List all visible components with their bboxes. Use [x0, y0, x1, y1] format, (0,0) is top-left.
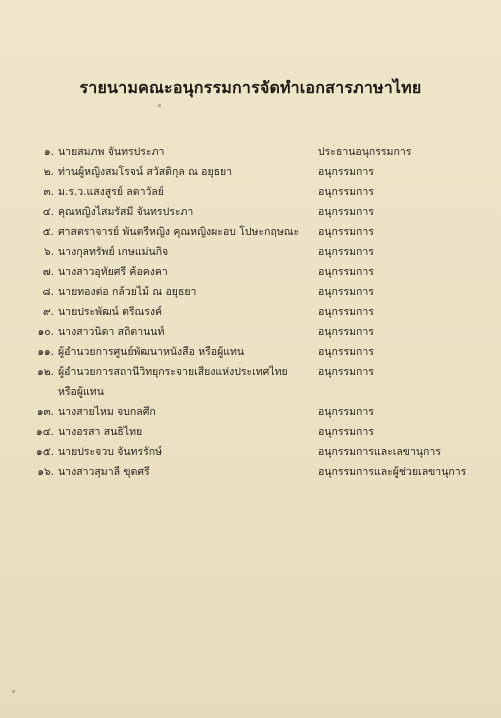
member-role: อนุกรรมการ — [318, 286, 374, 298]
member-name — [58, 282, 308, 302]
member-role: อนุกรรมการและเลขานุการ — [318, 446, 441, 458]
list-item — [32, 282, 482, 302]
member-role: อนุกรรมการและผู้ช่วยเลขานุการ — [318, 466, 467, 478]
member-name — [58, 402, 308, 422]
member-name-line: นางสาวสุมาลี ขุดศรี — [58, 466, 150, 478]
list-item — [32, 262, 482, 282]
member-name — [58, 462, 308, 482]
item-number: ๔. — [42, 206, 54, 218]
member-role: อนุกรรมการ — [318, 346, 374, 358]
item-number: ๑๐. — [37, 326, 54, 338]
member-name — [58, 362, 308, 402]
member-name-line: ม.ร.ว.แสงสูรย์ ลดาวัลย์ — [58, 186, 164, 198]
item-number: ๑๑. — [37, 346, 54, 358]
member-name — [58, 162, 308, 182]
member-role: อนุกรรมการ — [318, 266, 374, 278]
member-name-line: นางกุลทรัพย์ เกษแม่นกิจ — [58, 246, 169, 258]
member-role: อนุกรรมการ — [318, 306, 374, 318]
list-item — [32, 162, 482, 182]
item-number: ๕. — [42, 226, 54, 238]
item-number: ๙. — [42, 306, 54, 318]
member-name — [58, 142, 308, 162]
member-role: อนุกรรมการ — [318, 166, 374, 178]
item-number: ๒. — [43, 166, 54, 178]
member-name-line: ศาสตราจารย์ พันตรีหญิง คุณหญิงผะอบ โปษะกฤษณะ — [58, 226, 300, 238]
list-item — [32, 222, 482, 242]
member-role: อนุกรรมการ — [318, 206, 374, 218]
member-role: อนุกรรมการ — [318, 426, 374, 438]
item-number: ๑. — [43, 146, 54, 158]
list-item — [32, 462, 482, 482]
item-number: ๓. — [43, 186, 54, 198]
item-number: ๑๕. — [36, 446, 54, 458]
list-item — [32, 362, 482, 402]
member-name-line: ผู้อำนวยการสถานีวิทยุกระจายเสียงแห่งประเทศไทย — [58, 366, 288, 378]
member-name — [58, 422, 308, 442]
list-item — [32, 442, 482, 462]
list-item — [32, 182, 482, 202]
paper-speck — [158, 104, 161, 107]
list-item — [32, 402, 482, 422]
member-name-line: นายทองต่อ กล้วยไม้ ณ อยุธยา — [58, 286, 197, 298]
list-item — [32, 422, 482, 442]
paper-speck — [12, 690, 15, 693]
item-number: ๗. — [42, 266, 54, 278]
member-name-line: นางสาวนิดา สถิตานนท์ — [58, 326, 165, 338]
member-role: อนุกรรมการ — [318, 246, 374, 258]
item-number: ๑๔. — [36, 426, 54, 438]
member-name-line: นายประพัฒน์ ตรีณรงค์ — [58, 306, 163, 318]
member-name-line: คุณหญิงไสมรัสมี จันทรประภา — [58, 206, 194, 218]
member-role: อนุกรรมการ — [318, 366, 374, 378]
member-role: ประธานอนุกรรมการ — [318, 146, 412, 158]
member-role: อนุกรรมการ — [318, 226, 374, 238]
member-role: อนุกรรมการ — [318, 186, 374, 198]
list-item — [32, 302, 482, 322]
item-number: ๑๖. — [37, 466, 54, 478]
page-title: รายนามคณะอนุกรรมการจัดทำเอกสารภาษาไทย — [79, 78, 422, 97]
member-role: อนุกรรมการ — [318, 326, 374, 338]
member-name — [58, 242, 308, 262]
member-name — [58, 262, 308, 282]
member-name — [58, 342, 308, 362]
list-item — [32, 142, 482, 162]
member-list — [32, 142, 482, 482]
member-name — [58, 202, 308, 222]
list-item — [32, 322, 482, 342]
member-name-line: นางสายไหม จบกลศึก — [58, 406, 156, 418]
member-name-line: หรือผู้แทน — [58, 386, 104, 398]
member-name-line: นางสาวอุทัยศรี ค้อคงคา — [58, 266, 168, 278]
list-item — [32, 202, 482, 222]
item-number: ๑๓. — [36, 406, 54, 418]
member-name — [58, 442, 308, 462]
list-item — [32, 242, 482, 262]
member-name — [58, 302, 308, 322]
member-name-line: นายสมภพ จันทรประภา — [58, 146, 165, 158]
member-name — [58, 322, 308, 342]
item-number: ๑๒. — [37, 366, 54, 378]
member-name-line: นางอรสา สนธิไทย — [58, 426, 143, 438]
item-number: ๖. — [43, 246, 54, 258]
list-item — [32, 342, 482, 362]
member-name-line: ผู้อำนวยการศูนย์พัฒนาหนังสือ หรือผู้แทน — [58, 346, 245, 358]
member-role: อนุกรรมการ — [318, 406, 374, 418]
member-name — [58, 222, 308, 242]
member-name — [58, 182, 308, 202]
member-name-line: ท่านผู้หญิงสมโรจน์ สวัสดิกุล ณ อยุธยา — [58, 166, 233, 178]
member-name-line: นายประจวบ จันทรรักษ์ — [58, 446, 163, 458]
item-number: ๘. — [42, 286, 54, 298]
